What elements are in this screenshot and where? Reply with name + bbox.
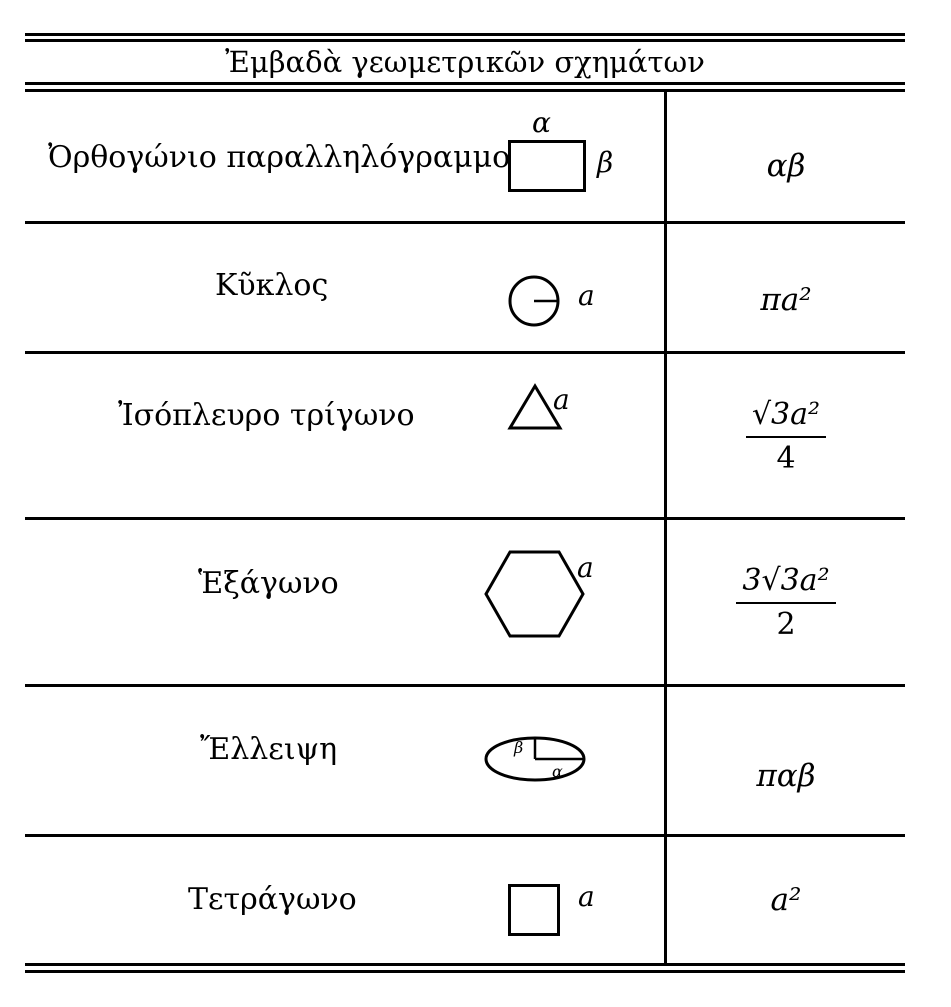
area-formula-hexagon-denominator: 2 (776, 607, 796, 642)
area-formula-triangle (667, 398, 905, 476)
circle-icon (508, 275, 560, 327)
row-divider (25, 221, 905, 224)
row-name-circle: Κῦκλος (215, 268, 329, 303)
top-rule-inner (25, 39, 905, 42)
area-formula-ellipse: παβ (756, 758, 816, 794)
row-name-rectangle: Ὀρθογώνιο παραλληλόγραμμο (48, 140, 511, 175)
area-formula-hexagon-numerator: 3√3a² (736, 564, 835, 604)
table-title: Ἐμβαδὰ γεωμετρικῶν σχημάτων (225, 45, 705, 79)
triangle-side-label: a (553, 383, 570, 416)
hexagon-icon (484, 550, 586, 638)
square-side-label: a (578, 880, 595, 913)
bottom-rule-lower (25, 970, 905, 973)
ellipse-icon (484, 736, 586, 782)
top-rule-outer (25, 33, 905, 36)
ellipse-minor-axis-label: β (514, 738, 524, 757)
area-formula-triangle-numerator: √3a² (746, 398, 826, 438)
row-name-hexagon: Ἑξάγωνο (198, 566, 339, 601)
ellipse-major-axis-label: α (552, 762, 563, 781)
row-name-triangle: Ἰσόπλευρο τρίγωνο (118, 398, 415, 433)
rectangle-height-label: β (597, 146, 614, 179)
row-divider (25, 351, 905, 354)
column-divider (664, 92, 667, 966)
header-rule-lower (25, 89, 905, 92)
row-divider (25, 684, 905, 687)
area-formula-square: a² (770, 882, 802, 918)
area-formula-hexagon (667, 564, 905, 642)
row-name-square: Τετράγωνο (188, 882, 357, 917)
header-rule-upper (25, 82, 905, 85)
square-icon (508, 884, 560, 936)
row-divider (25, 517, 905, 520)
row-divider (25, 834, 905, 837)
circle-radius-label: a (578, 279, 595, 312)
area-formula-triangle-denominator: 4 (776, 441, 796, 476)
hexagon-side-label: a (577, 551, 594, 584)
row-name-ellipse: Ἔλλειψη (200, 732, 338, 767)
rectangle-width-label: α (532, 106, 551, 139)
area-formula-circle: πa² (760, 282, 812, 318)
bottom-rule-upper (25, 963, 905, 966)
area-formula-rectangle: αβ (766, 148, 806, 184)
rectangle-icon (508, 140, 586, 192)
